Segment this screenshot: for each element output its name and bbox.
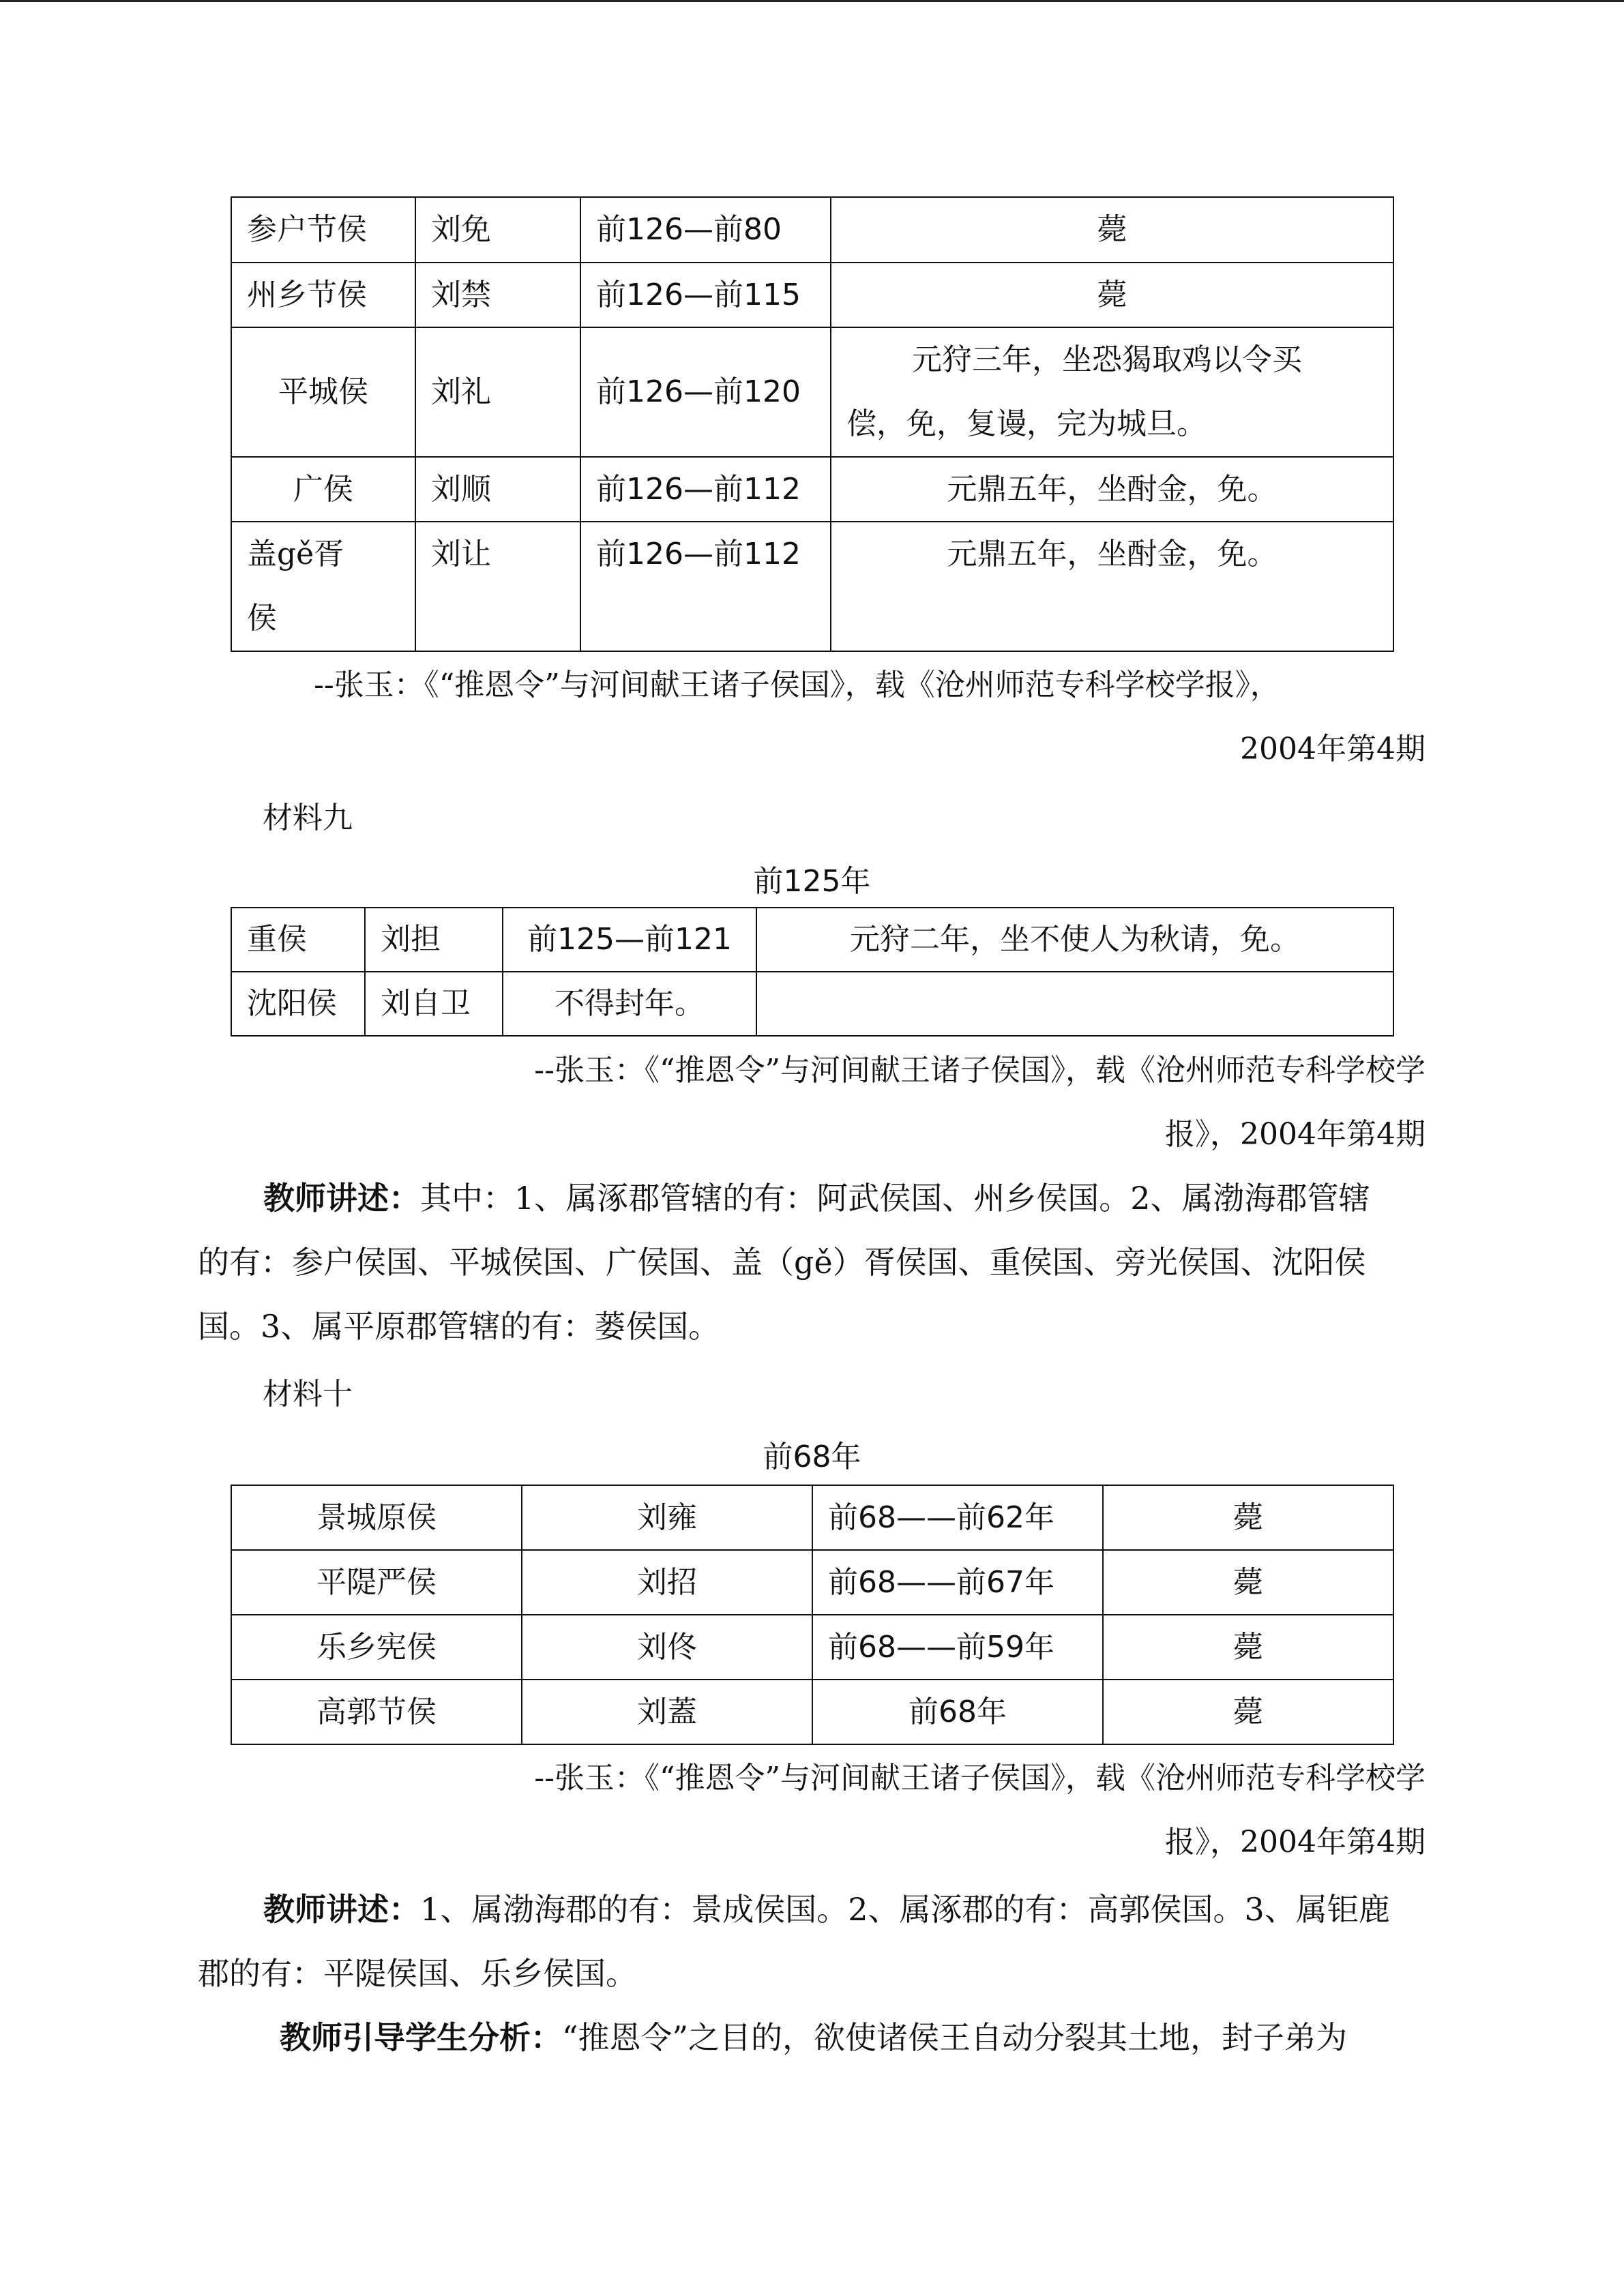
cell-title: 参户节侯 [231, 197, 415, 263]
cell-years: 前68——前67年 [812, 1550, 1103, 1615]
cell-note: 元鼎五年，坐酎金，免。 [831, 522, 1393, 651]
cell-note: 薨 [1103, 1485, 1393, 1550]
narration-label: 教师讲述： [263, 1891, 420, 1928]
cell-name: 刘蓋 [522, 1680, 812, 1744]
table-marquis-126bc [231, 196, 1394, 652]
citation-line: --张玉：《“推恩令”与河间献王诸子侯国》，载《沧州师范专科学校学 [534, 1761, 1426, 1795]
table-row [231, 972, 1393, 1036]
cell-note: 薨 [1103, 1680, 1393, 1744]
cell-name: 刘担 [365, 908, 503, 972]
table-row [231, 197, 1393, 263]
table-row [231, 263, 1393, 327]
table-row [231, 1485, 1393, 1550]
cell-title: 景城原侯 [231, 1485, 522, 1550]
table-row [231, 1550, 1393, 1615]
narration-text: 郡的有：平隄侯国、乐乡侯国。 [198, 1955, 637, 1992]
citation-line: --张玉：《“推恩令”与河间献王诸子侯国》，载《沧州师范专科学校学 [534, 1053, 1426, 1088]
cell-note [756, 972, 1393, 1036]
material-label: 材料十 [263, 1377, 353, 1412]
table-row [231, 522, 1393, 651]
narration-text: 国。3、属平原郡管辖的有：蒌侯国。 [198, 1308, 720, 1345]
narration-label: 教师讲述： [263, 1180, 420, 1217]
cell-years: 前126—前112 [580, 457, 831, 522]
cell-title: 州乡节侯 [231, 263, 415, 327]
teacher-narration [198, 1166, 1426, 1358]
guidance-label: 教师引导学生分析： [280, 2019, 562, 2056]
cell-name: 刘礼 [415, 327, 580, 457]
narration-text: 的有：参户侯国、平城侯国、广侯国、盖（gě）胥侯国、重侯国、旁光侯国、沈阳侯 [198, 1244, 1366, 1281]
cell-years: 前68——前59年 [812, 1615, 1103, 1680]
table-material9 [231, 907, 1394, 1037]
cell-title: 广侯 [231, 457, 415, 522]
cell-name: 刘免 [415, 197, 580, 263]
table-row [231, 1615, 1393, 1680]
cell-name: 刘顺 [415, 457, 580, 522]
cell-years: 前68——前62年 [812, 1485, 1103, 1550]
cell-years: 前126—前115 [580, 263, 831, 327]
table-row [231, 908, 1393, 972]
citation-line: --张玉：《“推恩令”与河间献王诸子侯国》，载《沧州师范专科学校学报》， [314, 668, 1280, 702]
citation-line: 报》，2004年第4期 [1165, 1117, 1426, 1152]
title-line: 侯 [247, 601, 277, 636]
cell-name: 刘佟 [522, 1615, 812, 1680]
note-line: 偿，免，复谩，完为城旦。 [846, 406, 1207, 441]
cell-title [231, 522, 415, 651]
cell-name: 刘雍 [522, 1485, 812, 1550]
cell-years: 前125—前121 [503, 908, 756, 972]
material-label: 材料九 [263, 801, 353, 835]
citation [205, 1039, 1426, 1167]
table-row [231, 1680, 1393, 1744]
cell-years: 前126—前112 [580, 522, 831, 651]
guidance-text: “推恩令”之目的，欲使诸侯王自动分裂其土地，封子弟为 [562, 2019, 1348, 2056]
teacher-narration [198, 1877, 1426, 2006]
cell-note: 薨 [831, 263, 1393, 327]
cell-title: 乐乡宪侯 [231, 1615, 522, 1680]
note-line: 元狩三年，坐恐猲取鸡以令买 [912, 342, 1302, 377]
table-caption: 前125年 [753, 864, 871, 899]
cell-note: 薨 [1103, 1550, 1393, 1615]
cell-note: 薨 [831, 197, 1393, 263]
cell-title: 沈阳侯 [231, 972, 365, 1036]
cell-name: 刘招 [522, 1550, 812, 1615]
cell-note [831, 327, 1393, 457]
table-row [231, 327, 1393, 457]
cell-name: 刘让 [415, 522, 580, 651]
cell-title: 平城侯 [231, 327, 415, 457]
table-material10 [231, 1485, 1394, 1745]
cell-note: 元狩二年，坐不使人为秋请，免。 [756, 908, 1393, 972]
cell-name: 刘自卫 [365, 972, 503, 1036]
cell-years: 前68年 [812, 1680, 1103, 1744]
title-line: 盖gě胥 [247, 537, 344, 571]
cell-note: 元鼎五年，坐酎金，免。 [831, 457, 1393, 522]
cell-years: 前126—前120 [580, 327, 831, 457]
table-row [231, 457, 1393, 522]
cell-title: 高郭节侯 [231, 1680, 522, 1744]
citation-line: 2004年第4期 [1240, 732, 1426, 766]
teacher-guidance [198, 2006, 1426, 2070]
table-caption: 前68年 [763, 1440, 861, 1474]
narration-text: 其中：1、属涿郡管辖的有：阿武侯国、州乡侯国。2、属渤海郡管辖 [420, 1180, 1370, 1217]
cell-note: 薨 [1103, 1615, 1393, 1680]
citation [205, 1746, 1426, 1875]
cell-years: 不得封年。 [503, 972, 756, 1036]
citation-line: 报》，2004年第4期 [1165, 1825, 1426, 1860]
narration-text: 1、属渤海郡的有：景成侯国。2、属涿郡的有：高郭侯国。3、属钜鹿 [420, 1891, 1390, 1928]
citation [205, 653, 1426, 781]
cell-title: 重侯 [231, 908, 365, 972]
cell-name: 刘禁 [415, 263, 580, 327]
cell-title: 平隄严侯 [231, 1550, 522, 1615]
page-top-border [0, 0, 1624, 2]
cell-years: 前126—前80 [580, 197, 831, 263]
